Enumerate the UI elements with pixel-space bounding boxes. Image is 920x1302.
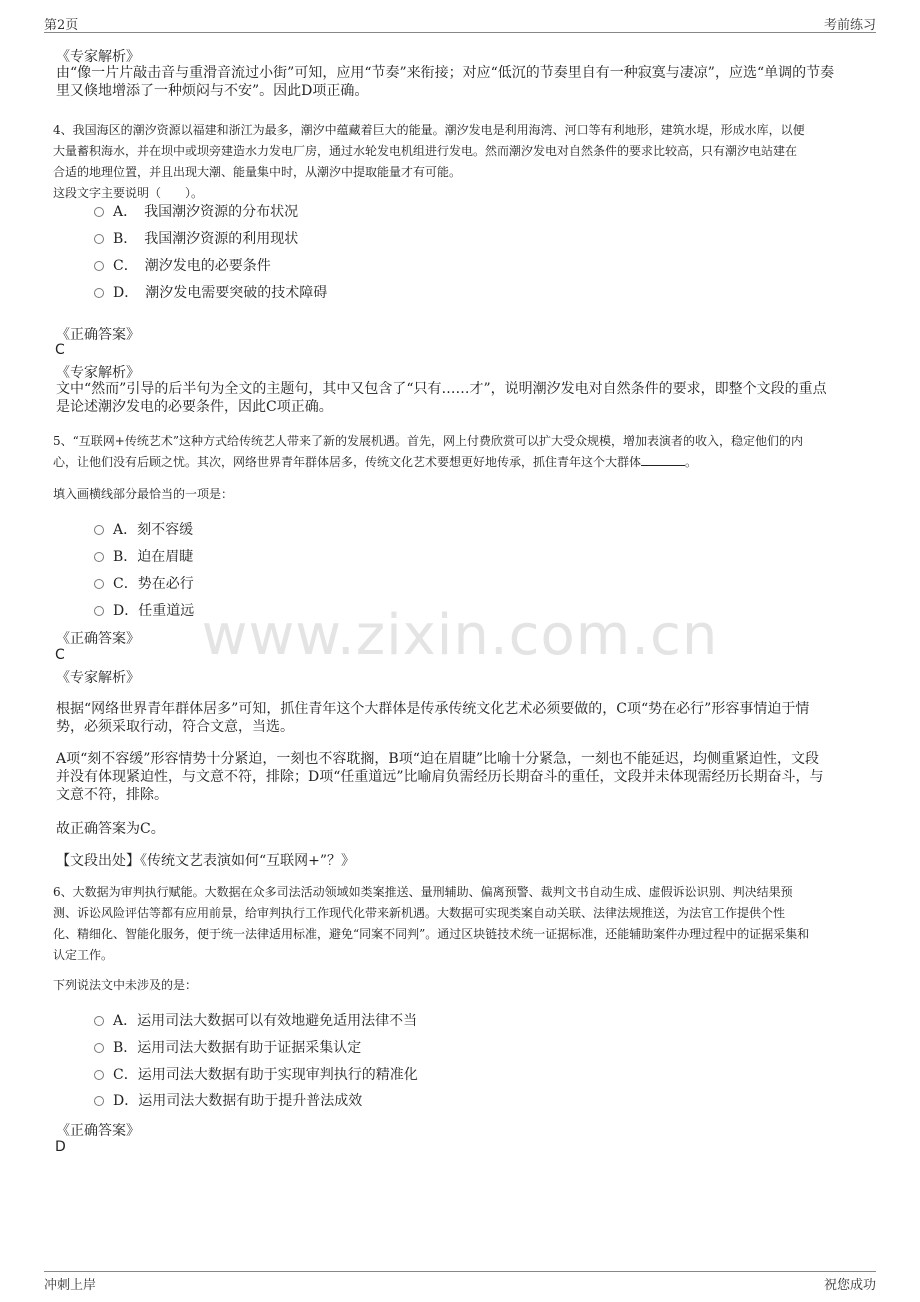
- footer-left: 冲刺上岸: [44, 1278, 97, 1293]
- q5-source: 【文段出处】《传统文艺表演如何“互联网+”？》: [56, 853, 356, 869]
- q6-stem-line: 化、精细化、智能化服务，便于统一法律适用标准，避免“同案不同判”。通过区块链技术统一证据标准，还能辅助案件办理过程中的证据采集和: [53, 927, 810, 941]
- q4-stem-line: 大量蓄积海水，并在坝中或坝旁建造水力发电厂房，通过水轮发电机组进行发电。然而潮汐发电对自然条件的要求比较高，只有潮汐电站建在: [53, 144, 798, 158]
- q6-option-a[interactable]: A．运用司法大数据可以有效地避免适用法律不当: [94, 1010, 417, 1030]
- watermark: www.zixin.com.cn: [201, 603, 719, 668]
- radio-icon[interactable]: [94, 525, 104, 535]
- q4-answer: C: [55, 342, 65, 358]
- q5-analysis-line: 并没有体现紧迫性，与文意不符，排除；D项“任重道远”比喻肩负需经历长期奋斗的重任，文段并未体现需经历长期奋斗，与: [56, 769, 824, 785]
- header-title: 考前练习: [823, 18, 876, 33]
- q5-option-c[interactable]: C．势在必行: [94, 573, 194, 593]
- radio-icon[interactable]: [94, 1043, 104, 1053]
- q6-option-c[interactable]: C．运用司法大数据有助于实现审判执行的精准化: [94, 1064, 418, 1084]
- q3-analysis-line: 由“像一片片敲击音与重滑音流过小街”可知，应用“节奏”来衔接；对应“低沉的节奏里自有一种寂寞与凄凉”，应选“单调的节奏: [56, 65, 835, 81]
- q6-answer-label: 《正确答案》: [56, 1123, 140, 1139]
- q4-analysis-label: 《专家解析》: [56, 365, 140, 381]
- q5-option-a[interactable]: A．刻不容缓: [94, 519, 193, 539]
- fill-blank: [641, 453, 685, 466]
- q3-analysis: [56, 64, 834, 100]
- q4-analysis: [56, 380, 827, 416]
- q5-analysis-label: 《专家解析》: [56, 670, 140, 686]
- q6-option-b[interactable]: B．运用司法大数据有助于证据采集认定: [94, 1037, 361, 1057]
- q5-prompt: 填入画横线部分最恰当的一项是：: [53, 487, 234, 501]
- q4-stem: [53, 120, 805, 204]
- radio-icon[interactable]: [94, 1016, 104, 1026]
- footer-right: 祝您成功: [823, 1278, 876, 1293]
- q5-analysis-para1: [56, 700, 809, 736]
- q5-conclusion: 故正确答案为C。: [56, 821, 165, 837]
- q4-stem-line: 4、我国海区的潮汐资源以福建和浙江为最多，潮汐中蕴藏着巨大的能量。潮汐发电是利用海湾、河口等有利地形，建筑水堤，形成水库，以便: [53, 123, 805, 137]
- q5-option-b[interactable]: B．迫在眉睫: [94, 546, 193, 566]
- q6-option-d[interactable]: D．运用司法大数据有助于提升普法成效: [94, 1090, 362, 1110]
- q5-stem-line: 5、“互联网+传统艺术”这种方式给传统艺人带来了新的发展机遇。首先，网上付费欣赏可以扩大受众规模，增加表演者的收入，稳定他们的内: [53, 434, 803, 448]
- q5-stem: [53, 431, 803, 473]
- radio-icon[interactable]: [94, 261, 104, 271]
- radio-icon[interactable]: [94, 234, 104, 244]
- q6-prompt: 下列说法文中未涉及的是：: [53, 978, 198, 992]
- radio-icon[interactable]: [94, 1096, 104, 1106]
- q6-stem-line: 6、大数据为审判执行赋能。大数据在众多司法活动领域如类案推送、量刑辅助、偏离预警、裁判文书自动生成、虚假诉讼识别、判决结果预: [53, 885, 793, 899]
- radio-icon[interactable]: [94, 606, 104, 616]
- q5-analysis-line: A项“刻不容缓”形容情势十分紧迫，一刻也不容耽搁，B项“迫在眉睫”比喻十分紧急，一刻也不能延迟，均侧重紧迫性，文段: [56, 751, 820, 767]
- q4-analysis-line: 文中“然而”引导的后半句为全文的主题句，其中又包含了“只有……才”，说明潮汐发电对自然条件的要求，即整个文段的重点: [56, 381, 827, 397]
- q5-analysis-line: 根据“网络世界青年群体居多”可知，抓住青年这个大群体是传承传统文化艺术必须要做的，C项“势在必行”形容事情迫于情: [56, 701, 810, 717]
- q6-stem: [53, 882, 809, 966]
- q5-analysis-line: 文意不符，排除。: [56, 787, 168, 803]
- q5-answer: C: [55, 647, 65, 663]
- q4-option-a[interactable]: A． 我国潮汐资源的分布状况: [94, 201, 298, 221]
- q6-stem-line: 测、诉讼风险评估等都有应用前景，给审判执行工作现代化带来新机遇。大数据可实现类案自动关联、法律法规推送，为法官工作提供个性: [53, 906, 786, 920]
- page-number: 第2页: [44, 18, 79, 33]
- page-header: [44, 14, 876, 33]
- radio-icon[interactable]: [94, 579, 104, 589]
- q5-analysis-para2: [56, 750, 824, 804]
- q5-option-d[interactable]: D．任重道远: [94, 600, 194, 620]
- q3-analysis-line: 里又倏地增添了一种烦闷与不安”。因此D项正确。: [56, 83, 369, 99]
- q4-option-b[interactable]: B． 我国潮汐资源的利用现状: [94, 228, 298, 248]
- radio-icon[interactable]: [94, 288, 104, 298]
- radio-icon[interactable]: [94, 1070, 104, 1080]
- q4-answer-label: 《正确答案》: [56, 327, 140, 343]
- q4-stem-line: 合适的地理位置，并且出现大潮、能量集中时，从潮汐中提取能量才有可能。: [53, 165, 462, 179]
- radio-icon[interactable]: [94, 552, 104, 562]
- q4-option-d[interactable]: D． 潮汐发电需要突破的技术障碍: [94, 282, 327, 302]
- q4-analysis-line: 是论述潮汐发电的必要条件，因此C项正确。: [56, 399, 333, 415]
- q6-answer: D: [55, 1139, 66, 1155]
- page-footer: [44, 1271, 876, 1293]
- q5-answer-label: 《正确答案》: [56, 631, 140, 647]
- radio-icon[interactable]: [94, 207, 104, 217]
- q4-stem-line: 这段文字主要说明（ ）。: [53, 186, 204, 200]
- q5-stem-line: 心，让他们没有后顾之忧。其次，网络世界青年群体居多，传统文化艺术要想更好地传承，抓住青年这个大群体 。: [53, 455, 698, 469]
- q6-stem-line: 认定工作。: [53, 948, 114, 962]
- q3-analysis-label: 《专家解析》: [56, 49, 140, 65]
- q5-analysis-line: 势，必须采取行动，符合文意，当选。: [56, 719, 294, 735]
- q4-option-c[interactable]: C． 潮汐发电的必要条件: [94, 255, 271, 275]
